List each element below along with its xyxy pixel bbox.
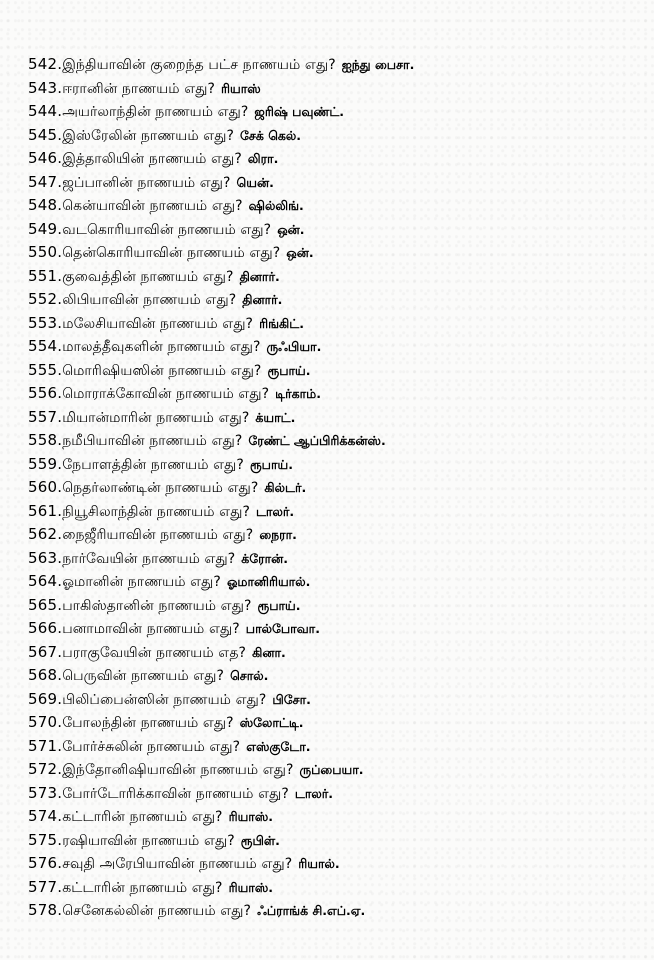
question-text: சவுதி அரேபியாவின் நாணயம் எது?	[62, 856, 293, 872]
answer-text: ஸ்லோட்டி.	[239, 715, 304, 730]
question-text: இத்தாலியின் நாணயம் எது?	[62, 151, 242, 167]
question-number: 564.	[28, 572, 63, 590]
list-item	[28, 334, 638, 358]
question-text: இஸ்ரேலின் நாணயம் எது?	[62, 127, 235, 144]
answer-text: பால்போவா.	[245, 621, 320, 636]
list-item	[28, 804, 638, 828]
list-item	[28, 828, 638, 852]
question-number: 550.	[28, 243, 63, 261]
answer-text: க்யாட்.	[255, 409, 296, 425]
question-number: 571.	[28, 736, 63, 755]
list-item	[28, 616, 638, 640]
answer-text: க்ரோன்.	[241, 550, 289, 566]
answer-text: ரூபாய்.	[267, 362, 311, 378]
question-number: 552.	[28, 290, 63, 308]
question-text: பனாமாவின் நாணயம் எது?	[62, 621, 240, 637]
answer-text: தினார்.	[239, 268, 280, 284]
answer-text: பிசோ.	[272, 691, 311, 707]
question-text: போலந்தின் நாணயம் எது?	[62, 715, 234, 731]
list-item	[28, 52, 638, 76]
question-number: 557.	[28, 407, 63, 426]
question-text: நேபாளத்தின் நாணயம் எது?	[62, 456, 244, 473]
question-text: செனேகல்லின் நாணயம் எது?	[62, 903, 252, 919]
list-item	[28, 781, 638, 805]
list-item	[28, 757, 638, 781]
list-item	[28, 217, 638, 241]
list-item	[28, 452, 638, 476]
question-text: நெதர்லாண்டின் நாணயம் எது?	[62, 480, 259, 496]
question-number: 560.	[28, 478, 63, 496]
question-text: மலேசியாவின் நாணயம் எது?	[62, 315, 254, 332]
question-number: 546.	[28, 149, 63, 167]
answer-text: டிர்காம்.	[275, 386, 321, 401]
question-text: நைஜீரியாவின் நாணயம் எது?	[62, 527, 254, 543]
question-text: பிலிப்பைன்ஸின் நாணயம் எது?	[62, 691, 267, 708]
list-item	[28, 287, 638, 311]
question-number: 556.	[28, 384, 63, 402]
list-item	[28, 146, 638, 170]
question-number: 578.	[28, 901, 63, 919]
list-item	[28, 428, 638, 452]
question-text: கட்டாரின் நாணயம் எது?	[62, 809, 223, 825]
list-item	[28, 123, 638, 147]
question-number: 563.	[28, 548, 63, 567]
question-number: 558.	[28, 431, 63, 449]
answer-text: யென்.	[236, 174, 274, 190]
question-text: அயர்லாந்தின் நாணயம் எது?	[62, 104, 249, 120]
question-number: 544.	[28, 102, 63, 120]
question-number: 545.	[28, 125, 63, 144]
question-number: 542.	[28, 55, 63, 73]
answer-text: எஸ்குடோ.	[246, 738, 311, 754]
answer-text: ஒன்.	[277, 221, 305, 237]
answer-text: ரியாஸ்	[221, 80, 261, 96]
question-text: போர்ச்சுலின் நாணயம் எது?	[62, 738, 241, 755]
question-text: தென்கொரியாவின் நாணயம் எது?	[62, 245, 281, 261]
question-number: 573.	[28, 783, 63, 802]
question-text: மியான்மாரின் நாணயம் எது?	[62, 409, 250, 426]
list-item	[28, 240, 638, 264]
answer-text: டாலர்.	[255, 503, 295, 519]
answer-text: ரேண்ட் ஆப்பிரிக்கன்ஸ்.	[248, 433, 386, 448]
answer-text: ரூபாய்.	[257, 597, 301, 613]
answer-text: நைரா.	[259, 527, 297, 542]
list-item	[28, 546, 638, 570]
question-text: இந்தியாவின் குறைந்த பட்ச நாணயம் எது?	[62, 57, 336, 73]
question-text: இந்தோனிஷியாவின் நாணயம் எது?	[62, 762, 294, 778]
list-item	[28, 569, 638, 593]
question-number: 559.	[28, 454, 63, 473]
answer-text: கினா.	[252, 644, 286, 660]
answer-text: ஜரிஷ் பவுண்ட்.	[254, 104, 345, 119]
answer-text: ரூபாய்.	[249, 456, 293, 472]
list-item	[28, 898, 638, 922]
answer-text: ருஃபியா.	[266, 339, 322, 354]
answer-text: ஷில்லிங்.	[248, 198, 304, 213]
list-item	[28, 875, 638, 899]
answer-text: ரியால்.	[298, 856, 340, 871]
question-number: 566.	[28, 619, 63, 637]
question-text: ஓமானின் நாணயம் எது?	[62, 574, 221, 590]
question-text: பாகிஸ்தானின் நாணயம் எது?	[62, 597, 252, 614]
question-text: ஈரானின் நாணயம் எது?	[62, 80, 216, 97]
question-number: 565.	[28, 595, 63, 614]
answer-text: ஒன்.	[286, 245, 314, 260]
question-number: 568.	[28, 666, 63, 684]
question-text: பராகுவேயின் நாணயம் எத?	[62, 644, 247, 661]
list-item	[28, 311, 638, 335]
list-item	[28, 499, 638, 523]
list-item	[28, 99, 638, 123]
question-text: மாலத்தீவுகளின் நாணயம் எது?	[62, 339, 261, 355]
question-number: 577.	[28, 877, 63, 896]
list-item	[28, 522, 638, 546]
question-number: 561.	[28, 501, 63, 520]
question-text: கென்யாவின் நாணயம் எது?	[62, 198, 243, 214]
question-number: 567.	[28, 642, 63, 661]
answer-text: ரிங்கிட்.	[259, 315, 304, 331]
question-text: ரஷியாவின் நாணயம் எது?	[62, 832, 235, 849]
question-text: மொராக்கோவின் நாணயம் எது?	[62, 386, 270, 402]
question-number: 551.	[28, 266, 63, 285]
list-item	[28, 358, 638, 382]
list-item	[28, 264, 638, 288]
list-item	[28, 687, 638, 711]
list-item	[28, 593, 638, 617]
list-item	[28, 193, 638, 217]
list-item	[28, 76, 638, 100]
question-text: குவைத்தின் நாணயம் எது?	[62, 268, 234, 285]
question-number: 575.	[28, 830, 63, 849]
answer-text: ஓமானிரியால்.	[226, 574, 311, 589]
question-text: லிபியாவின் நாணயம் எது?	[62, 292, 237, 308]
question-number: 549.	[28, 219, 63, 238]
question-text: கட்டாரின் நாணயம் எது?	[62, 879, 223, 896]
question-number: 569.	[28, 689, 63, 708]
list-item	[28, 381, 638, 405]
answer-text: டாலர்.	[294, 785, 334, 801]
question-text: நியூசிலாந்தின் நாணயம் எது?	[62, 503, 250, 520]
question-number: 572.	[28, 760, 63, 778]
answer-text: தினார்.	[242, 292, 283, 307]
question-number: 574.	[28, 807, 63, 825]
answer-text: ரியாஸ்.	[228, 809, 274, 824]
question-number: 543.	[28, 78, 63, 97]
question-number: 553.	[28, 313, 63, 332]
question-text: நமீபியாவின் நாணயம் எது?	[62, 433, 243, 449]
answer-text: லிரா.	[247, 151, 279, 166]
list-item	[28, 663, 638, 687]
answer-text: ஃப்ராங்க் சி.எப்.ஏ.	[257, 903, 366, 918]
list-item	[28, 475, 638, 499]
question-text: ஜப்பானின் நாணயம் எது?	[62, 174, 231, 191]
answer-text: சேக் கெல்.	[240, 127, 302, 143]
answer-text: சொல்.	[230, 668, 269, 683]
question-number: 554.	[28, 337, 63, 355]
question-text: பெருவின் நாணயம் எது?	[62, 668, 225, 684]
question-number: 547.	[28, 172, 63, 191]
question-number: 576.	[28, 854, 63, 872]
list-item	[28, 734, 638, 758]
list-item	[28, 405, 638, 429]
question-text: வடகொரியாவின் நாணயம் எது?	[62, 221, 272, 238]
question-text: மொரிஷியஸின் நாணயம் எது?	[62, 362, 262, 379]
list-item	[28, 851, 638, 875]
list-item	[28, 170, 638, 194]
question-number: 570.	[28, 713, 63, 731]
answer-text: ருப்பையா.	[299, 762, 364, 777]
answer-text: கில்டர்.	[264, 480, 307, 495]
answer-text: ஐந்து பைசா.	[341, 57, 415, 72]
question-number: 548.	[28, 196, 63, 214]
question-number: 555.	[28, 360, 63, 379]
question-answer-list	[28, 52, 638, 922]
list-item	[28, 640, 638, 664]
question-text: போர்டோரிக்காவின் நாணயம் எது?	[62, 785, 289, 802]
answer-text: ரூபிள்.	[240, 832, 280, 848]
list-item	[28, 710, 638, 734]
question-number: 562.	[28, 525, 63, 543]
answer-text: ரியாஸ்.	[228, 879, 274, 895]
question-text: நார்வேயின் நாணயம் எது?	[62, 550, 236, 567]
